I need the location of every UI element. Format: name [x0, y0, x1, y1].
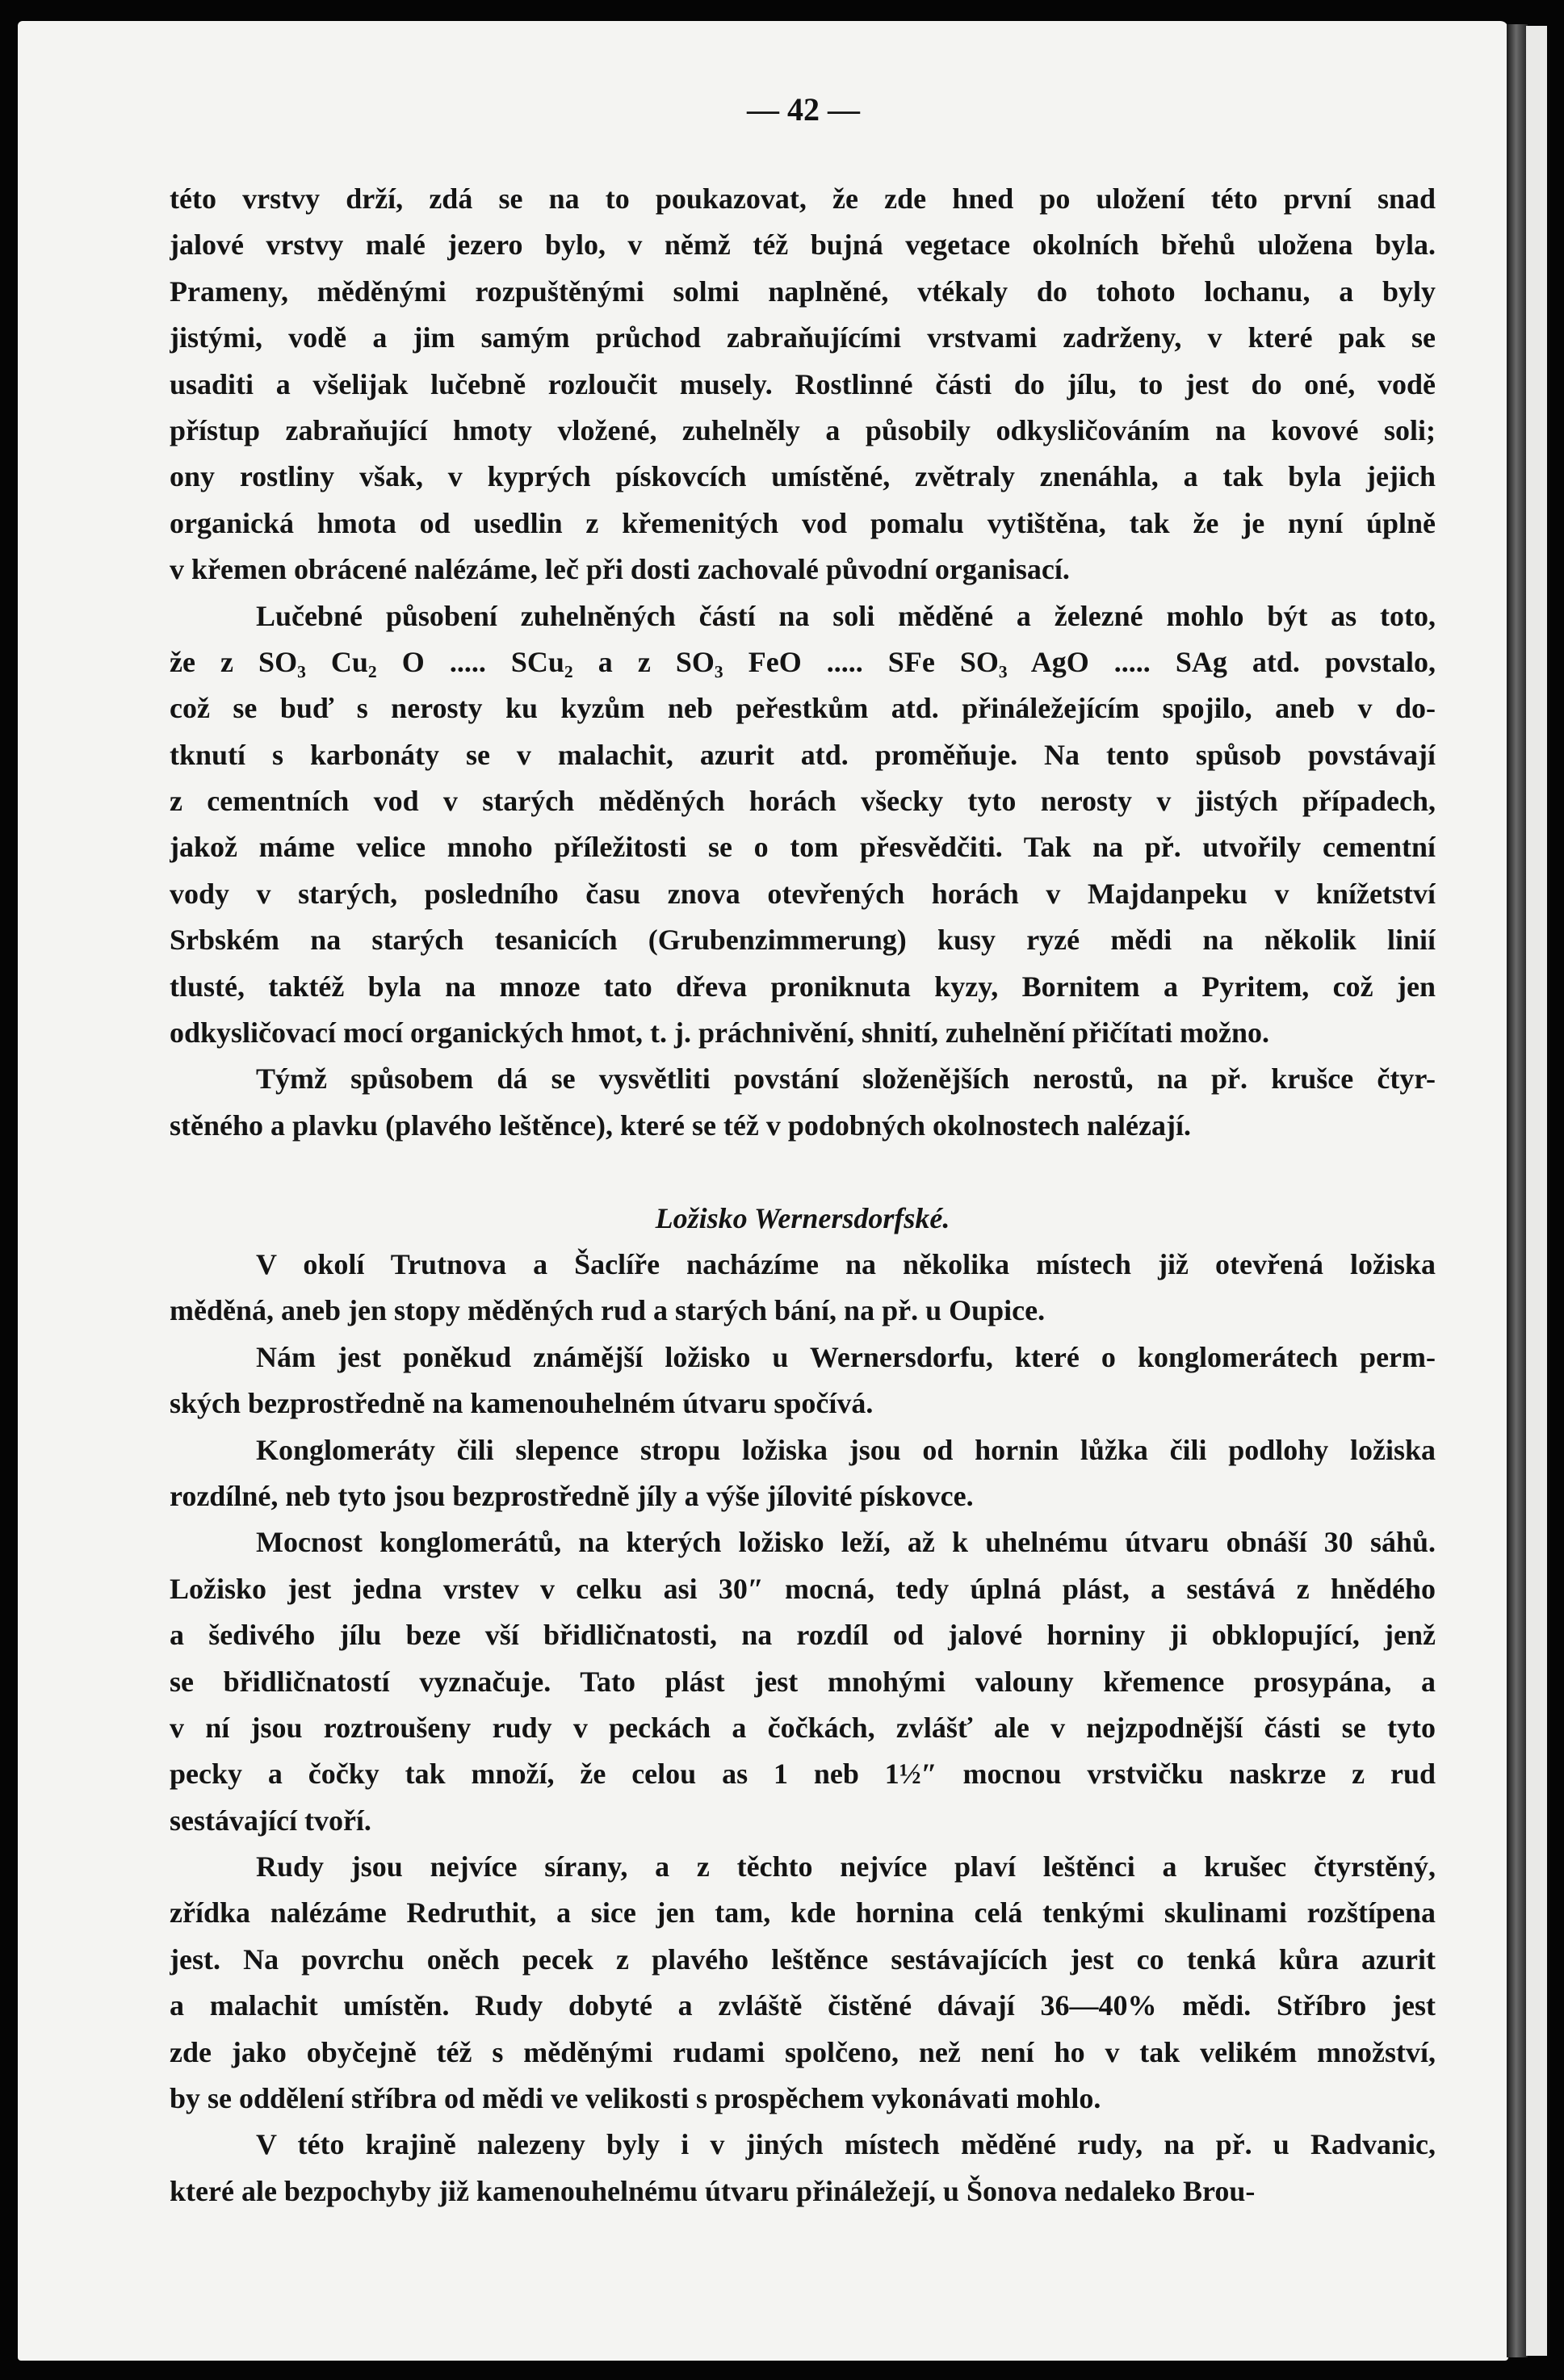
- text-line: rozdílné, neb tyto jsou bezprostředně jíly a výše jílovité pískovce.: [170, 1479, 974, 1512]
- text-line: Ložisko jest jedna vrstev v celku asi 30″ mocná, tedy úplná plást, a sestává z hnědého: [170, 1572, 1436, 1605]
- text-line: přístup zabraňující hmoty vložené, zuhelněly a působily odkysličováním na kovové soli;: [170, 413, 1436, 446]
- text-line: jest. Na povrchu oněch pecek z plavého leštěnce sestávajících jest co tenká kůra azurit: [170, 1942, 1436, 1976]
- text-line: zde jako obyčejně též s měděnými rudami spolčeno, než není ho v tak velikém množství,: [170, 2035, 1436, 2068]
- text-line: zřídka nalézáme Redruthit, a sice jen tam, kde hornina celá tenkými skulinami rozštípena: [170, 1896, 1436, 1930]
- next-page-edge: [1526, 26, 1547, 2356]
- text-line: které ale bezpochyby již kamenouhelnému útvaru přináležejí, u Šonova nedaleko Brou-: [170, 2174, 1256, 2207]
- text-line: Srbském na starých tesanicích (Grubenzimmerung) kusy ryzé mědi na několik linií: [170, 924, 1436, 957]
- text-line: že z SO₃ Cu₂ O ..... SCu₂ a z SO₃ FeO ..... SFe SO₃ AgO ..... SAg atd. povstalo,: [170, 645, 1436, 678]
- page-edge-shadow: [1507, 24, 1528, 2357]
- text-line: tknutí s karbonáty se v malachit, azurit atd. proměňuje. Na tento spůsob povstávají: [170, 738, 1436, 771]
- text-line: této vrstvy drží, zdá se na to poukazovat, že zde hned po uložení této první snad: [170, 182, 1436, 215]
- spacer: [170, 1149, 1436, 1195]
- text-line: tlusté, taktéž byla na mnoze tato dřeva proniknuta kyzy, Bornitem a Pyritem, což jen: [170, 970, 1436, 1003]
- text-line: V okolí Trutnova a Šaclíře nacházíme na několika místech již otevřená ložiska: [256, 1247, 1436, 1280]
- text-line: by se oddělení stříbra od mědi ve velikosti s prospěchem vykonávati mohlo.: [170, 2082, 1101, 2115]
- text-line: vody v starých, posledního času znova otevřených horách v Majdanpeku v knížetství: [170, 877, 1436, 910]
- text-line: V této krajině nalezeny byly i v jiných místech měděné rudy, na př. u Radvanic,: [256, 2128, 1436, 2161]
- text-line: Rudy jsou nejvíce sírany, a z těchto nejvíce plaví leštěnci a krušec čtyrstěný,: [256, 1850, 1436, 1883]
- text-line: ony rostliny však, v kyprých pískovcích umístěné, zvětraly znenáhla, a tak byla jejich: [170, 460, 1436, 493]
- paragraph: [170, 593, 1436, 1057]
- text-line: jakož máme velice mnoho příležitosti se o tom přesvědčiti. Tak na př. utvořily cementní: [170, 831, 1436, 864]
- body-text: [170, 176, 1436, 2214]
- paragraph: [170, 1844, 1436, 2122]
- text-line: ských bezprostředně na kamenouhelném útvaru spočívá.: [170, 1387, 874, 1420]
- paragraph: [170, 2122, 1436, 2214]
- text-line: v křemen obrácené nalézáme, leč při dosti zachovalé původní organisací.: [170, 553, 1070, 586]
- text-line: Lučebné působení zuhelněných částí na soli měděné a železné mohlo být as toto,: [256, 599, 1436, 632]
- text-line: Konglomeráty čili slepence stropu ložiska jsou od hornin lůžka čili podlohy ložiska: [256, 1433, 1436, 1466]
- text-line: Prameny, měděnými rozpuštěnými solmi naplněné, vtékaly do tohoto lochanu, a byly: [170, 274, 1436, 308]
- paragraph: [170, 1242, 1436, 1335]
- text-line: usaditi a všelijak lučebně rozloučit musely. Rostlinné části do jílu, to jest do oné, vodě: [170, 367, 1436, 400]
- text-line: Týmž spůsobem dá se vysvětliti povstání složenějších nerostů, na př. krušce čtyr-: [256, 1062, 1436, 1096]
- text-line: sestávající tvoří.: [170, 1804, 371, 1837]
- text-line: jistými, vodě a jim samým průchod zabraňujícími vrstvami zadrženy, v které pak se: [170, 321, 1436, 354]
- text-line: Nám jest poněkud známější ložisko u Wernersdorfu, které o konglomerátech perm-: [256, 1340, 1436, 1373]
- text-line: což se buď s nerosty ku kyzům neb peřestkům atd. přináležejícím spojilo, aneb v do-: [170, 692, 1436, 725]
- text-line: organická hmota od usedlin z křemenitých vod pomalu vytištěna, tak že je nyní úplně: [170, 506, 1436, 539]
- paragraph: [170, 176, 1436, 593]
- text-section-before-heading: [170, 176, 1436, 1149]
- text-line: Mocnost konglomerátů, na kterých ložisko leží, až k uhelnému útvaru obnáší 30 sáhů.: [256, 1526, 1436, 1559]
- text-line: jalové vrstvy malé jezero bylo, v němž též bujná vegetace okolních břehů uložena byla.: [170, 228, 1436, 262]
- text-line: z cementních vod v starých měděných horách všecky tyto nerosty v jistých případech,: [170, 785, 1436, 818]
- text-line: se břidličnatostí vyznačuje. Tato plást jest mnohými valouny křemence prosypána, a: [170, 1665, 1436, 1698]
- text-line: v ní jsou roztroušeny rudy v peckách a čočkách, zvlášť ale v nejzpodnější části se tyto: [170, 1711, 1436, 1744]
- text-line: a malachit umístěn. Rudy dobyté a zvláště čistěné dávají 36—40% mědi. Stříbro jest: [170, 1989, 1436, 2022]
- text-line: pecky a čočky tak množí, že celou as 1 neb 1½″ mocnou vrstvičku naskrze z rud: [170, 1758, 1436, 1791]
- text-line: odkysličovací mocí organických hmot, t. j. práchnivění, shnití, zuhelnění přičítati možno.: [170, 1016, 1270, 1050]
- paragraph: [170, 1427, 1436, 1520]
- text-section-after-heading: [170, 1242, 1436, 2214]
- paragraph: [170, 1056, 1436, 1149]
- text-line: měděná, aneb jen stopy měděných rud a starých bání, na př. u Oupice.: [170, 1294, 1046, 1327]
- text-line: stěného a plavku (plavého leštěnce), které se též v podobných okolnostech nalézají.: [170, 1108, 1191, 1142]
- paragraph: [170, 1335, 1436, 1427]
- page-number: — 42 —: [747, 91, 860, 128]
- text-line: a šedivého jílu beze vší břidličnatosti, na rozdíl od jalové horniny ji obklopující, jenž: [170, 1619, 1436, 1652]
- paragraph: [170, 1519, 1436, 1844]
- section-heading: Ložisko Wernersdorfské.: [655, 1201, 950, 1234]
